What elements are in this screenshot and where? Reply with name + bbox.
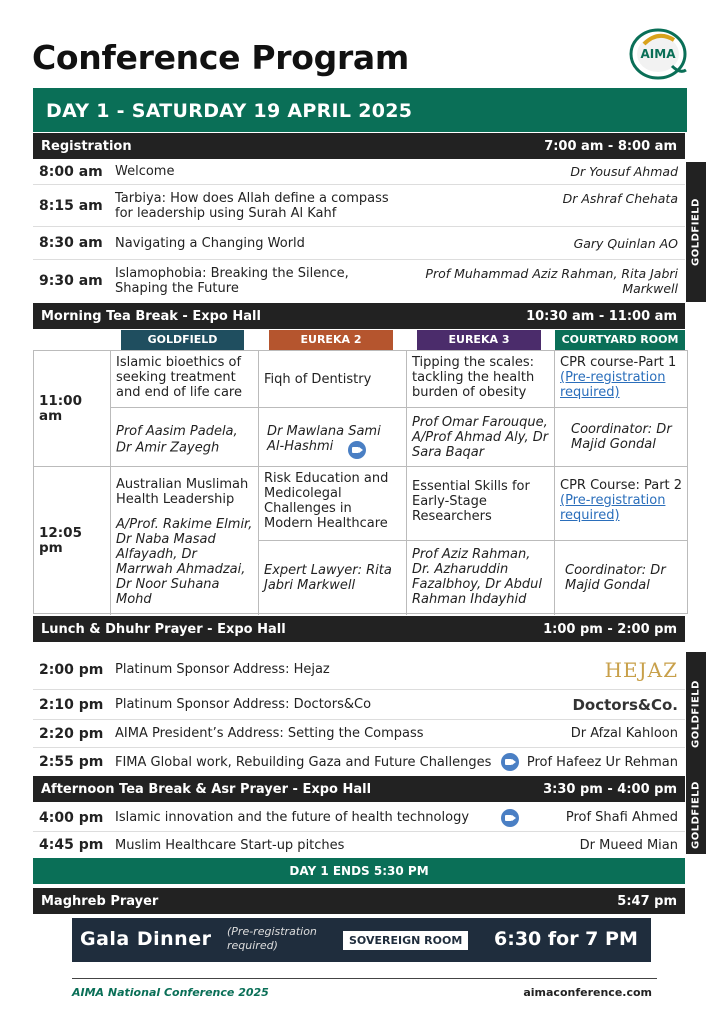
session-block: [111, 467, 259, 615]
afternoon-tea-label: Afternoon Tea Break & Asr Prayer - Expo Hall: [41, 781, 372, 797]
video-camera-icon: [501, 809, 519, 827]
schedule-row: [33, 159, 685, 185]
row-time: 4:45 pm: [39, 837, 104, 853]
room-header-eureka2: EUREKA 2: [269, 330, 393, 350]
row-title: Tarbiya: How does Allah define a compass for leadership using Surah Al Kahf: [115, 190, 389, 221]
registration-label: Registration: [41, 138, 132, 154]
row-title: FIMA Global work, Rebuilding Gaza and Future Challenges: [115, 754, 492, 770]
pre-registration-link[interactable]: (Pre-registration required): [560, 493, 666, 523]
row-title: AIMA President’s Address: Setting the Compass: [115, 726, 424, 741]
parallel-sessions-grid: [33, 350, 688, 614]
row-time: 8:00 am: [39, 163, 103, 180]
session-title: Tipping the scales: tackling the health burden of obesity: [407, 351, 555, 408]
schedule-row: [33, 690, 685, 720]
session-speakers: Dr Mawlana Sami Al-Hashmi: [259, 408, 407, 467]
row-time: 2:00 pm: [39, 661, 104, 678]
logo-text: AIMA: [640, 47, 676, 61]
hejaz-logo: HEJAZ: [604, 657, 678, 682]
schedule-row: [33, 260, 685, 302]
morning-tea-time: 10:30 am - 11:00 am: [526, 308, 677, 324]
pre-registration-link[interactable]: (Pre-registration required): [560, 370, 666, 400]
gala-title: Gala Dinner: [80, 928, 212, 950]
page-title: Conference Program: [32, 38, 409, 77]
row-title: Platinum Sponsor Address: Doctors&Co: [115, 697, 372, 712]
afternoon-tea-time: 3:30 pm - 4:00 pm: [543, 781, 677, 797]
session-time: 12:05 pm: [34, 467, 111, 615]
session-speakers: Coordinator: Dr Majid Gondal: [555, 408, 688, 467]
session-speakers: Prof Aasim Padela, Dr Amir Zayegh: [111, 408, 259, 467]
row-speaker: Dr Ashraf Chehata: [562, 191, 678, 206]
session-title: Fiqh of Dentistry: [259, 351, 407, 408]
schedule-row: [33, 832, 685, 858]
maghreb-label: Maghreb Prayer: [41, 893, 159, 909]
row-title: Islamophobia: Breaking the Silence, Shaping the Future: [115, 266, 349, 296]
morning-tea-bar: [33, 303, 685, 329]
footer-conference-name: AIMA National Conference 2025: [72, 986, 269, 999]
registration-bar: [33, 133, 685, 159]
row-time: 4:00 pm: [39, 809, 104, 826]
cpr-session: [555, 467, 688, 541]
session-time: 11:00 am: [34, 351, 111, 467]
session-speakers: Prof Aziz Rahman, Dr. Azharuddin Fazalbhoy, Dr Abdul Rahman Ihdayhid: [407, 541, 555, 615]
row-time: 2:20 pm: [39, 725, 104, 742]
row-speaker: Dr Mueed Mian: [579, 837, 678, 853]
maghreb-time: 5:47 pm: [617, 893, 677, 909]
footer-website-link[interactable]: aimaconference.com: [523, 986, 652, 999]
afternoon-tea-bar: [33, 776, 685, 802]
venue-tab: GOLDFIELD: [686, 162, 706, 302]
row-time: 2:55 pm: [39, 754, 104, 770]
day-header: DAY 1 - SATURDAY 19 APRIL 2025: [33, 88, 687, 132]
session-title: Islamic bioethics of seeking treatment and end of life care: [111, 351, 259, 408]
doctors-co-logo: Doctors&Co.: [572, 695, 678, 714]
session-speakers: Expert Lawyer: Rita Jabri Markwell: [259, 541, 407, 615]
row-title: Muslim Healthcare Start-up pitches: [115, 837, 345, 853]
room-header-courtyard: COURTYARD ROOM: [555, 330, 685, 350]
lunch-label: Lunch & Dhuhr Prayer - Expo Hall: [41, 621, 286, 637]
row-title: Islamic innovation and the future of health technology: [115, 810, 470, 825]
session-title: Risk Education and Medicolegal Challenges in Modern Healthcare: [259, 467, 407, 541]
aima-logo: [628, 26, 692, 84]
schedule-row: [33, 804, 685, 832]
gala-note: (Pre-registration required): [227, 925, 317, 952]
schedule-row: [33, 650, 685, 690]
gala-time: 6:30 for 7 PM: [494, 928, 638, 950]
room-header-goldfield: GOLDFIELD: [121, 330, 244, 350]
row-title: Navigating a Changing World: [115, 235, 305, 251]
schedule-row: [33, 227, 685, 260]
row-speaker: Prof Muhammad Aziz Rahman, Rita Jabri Markwell: [425, 266, 678, 296]
session-speakers: Prof Omar Farouque, A/Prof Ahmad Aly, Dr Sara Baqar: [407, 408, 555, 467]
session-title: Australian Muslimah Health Leadership: [116, 477, 249, 507]
gala-dinner-banner: [72, 918, 651, 962]
schedule-row: [33, 720, 685, 748]
session-title: CPR Course: Part 2: [560, 478, 683, 493]
venue-tab: GOLDFIELD: [686, 652, 706, 776]
maghreb-bar: [33, 888, 685, 914]
row-speaker: Prof Hafeez Ur Rehman: [526, 754, 678, 770]
gala-room-badge: SOVEREIGN ROOM: [343, 931, 468, 950]
video-camera-icon: [501, 753, 519, 771]
row-time: 8:30 am: [39, 235, 103, 251]
row-time: 9:30 am: [39, 273, 103, 289]
schedule-row: [33, 185, 685, 227]
lunch-bar: [33, 616, 685, 642]
session-speakers: A/Prof. Rakime Elmir, Dr Naba Masad Alfayadh, Dr Marrwah Ahmadzai, Dr Noor Suhana Mohd: [116, 517, 253, 607]
session-speakers: Coordinator: Dr Majid Gondal: [565, 563, 666, 593]
row-speaker: Prof Shafi Ahmed: [565, 810, 678, 825]
room-header-eureka3: EUREKA 3: [417, 330, 541, 350]
day-ends-banner: DAY 1 ENDS 5:30 PM: [33, 858, 685, 884]
row-title: Platinum Sponsor Address: Hejaz: [115, 662, 330, 677]
cpr-session: [555, 351, 688, 408]
venue-tab: GOLDFIELD: [686, 776, 706, 854]
footer-divider: [72, 978, 657, 979]
row-time: 2:10 pm: [39, 696, 104, 713]
session-title: CPR course-Part 1: [560, 355, 677, 370]
row-speaker: Dr Yousuf Ahmad: [570, 164, 678, 179]
morning-tea-label: Morning Tea Break - Expo Hall: [41, 308, 261, 324]
registration-time: 7:00 am - 8:00 am: [544, 138, 677, 154]
row-speaker: Gary Quinlan AO: [573, 235, 678, 251]
schedule-row: [33, 748, 685, 776]
row-time: 8:15 am: [39, 197, 103, 214]
row-title: Welcome: [115, 164, 175, 179]
row-speaker: Dr Afzal Kahloon: [570, 726, 678, 741]
lunch-time: 1:00 pm - 2:00 pm: [543, 621, 677, 637]
session-title: Essential Skills for Early-Stage Researchers: [407, 467, 555, 541]
